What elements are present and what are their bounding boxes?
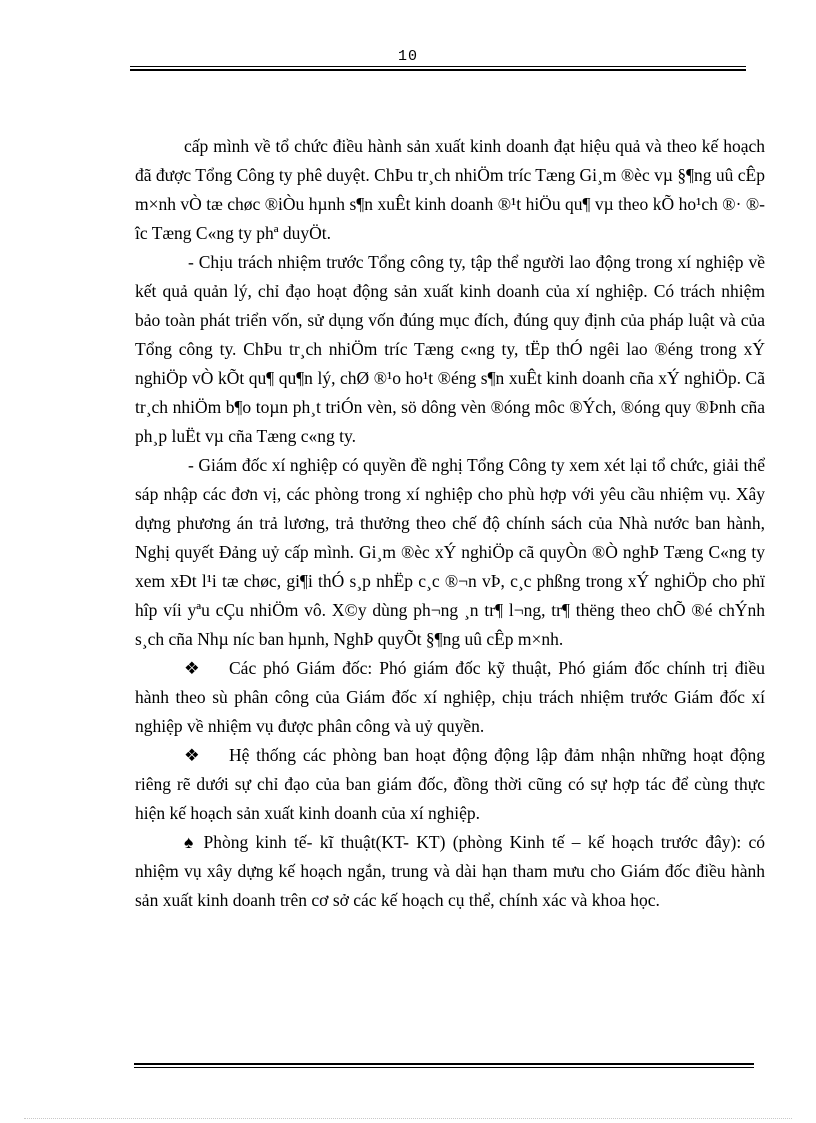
diamond-bullet-icon: ❖	[184, 658, 200, 678]
footer-rule-bottom	[134, 1067, 754, 1068]
paragraph-2: - Chịu trách nhiệm trước Tổng công ty, tập thể người lao động trong xí nghiệp về kết quả quản lý, chỉ đạo hoạt động sản xuất kinh doanh của xí nghiệp. Có trách nhiệm bảo toàn phát triển vốn, sử dụng vốn đúng mục đích, đúng quy định của pháp luật và của Tổng công ty. ChÞu tr¸ch nhiÖm tríc Tæng c«ng ty, tËp thÓ ngêi lao ®éng trong xÝ nghiÖp vÒ kÕt qu¶ qu¶n lý, chØ ®¹o ho¹t ®éng s¶n xuÊt kinh doanh cña xÝ nghiÖp. Cã tr¸ch nhiÖm b¶o toµn ph¸t triÓn vèn, sö dông vèn ®óng môc ®Ých, ®óng quy ®Þnh cña ph¸p luËt vµ cña Tæng c«ng ty.	[135, 252, 765, 446]
paragraph-5	[135, 741, 765, 828]
header-rule-top	[130, 66, 746, 67]
paragraph-1: cấp mình về tổ chức điều hành sản xuất kinh doanh đạt hiệu quả và theo kế hoạch đã được Tổng Công ty phê duyệt. ChÞu tr¸ch nhiÖm tríc Tæng Gi¸m ®èc vµ §¶ng uû cÊp m×nh vÒ tæ chøc ®iÒu hµnh s¶n xuÊt kinh doanh ®¹t hiÖu qu¶ vµ theo kÕ ho¹ch ®· ®îc Tæng C«ng ty phª duyÖt.	[135, 136, 765, 243]
paragraph-5-text: Hệ thống các phòng ban hoạt động động lập đảm nhận những hoạt động riêng rẽ dưới sự chỉ đạo của ban giám đốc, đồng thời cũng có sự hợp tác để cùng thực hiện kế hoạch sản xuất kinh doanh của xí nghiệp.	[135, 745, 765, 823]
footer-rule-top	[134, 1063, 754, 1065]
paragraph-4-text: Các phó Giám đốc: Phó giám đốc kỹ thuật, Phó giám đốc chính trị điều hành theo sù phân công của Giám đốc xí nghiệp, chịu trách nhiệm trước Giám đốc xí nghiệp về nhiệm vụ được phân công và uỷ quyền.	[135, 658, 765, 736]
document-body	[135, 132, 765, 915]
page-number: 10	[397, 48, 418, 65]
spade-bullet-icon: ♠	[184, 832, 197, 852]
diamond-bullet-icon: ❖	[184, 745, 200, 765]
header-rule-bottom	[130, 69, 746, 71]
paragraph-4	[135, 654, 765, 741]
paragraph-6-text: Phòng kinh tế- kĩ thuật(KT- KT) (phòng Kinh tế – kế hoạch trước đây): có nhiệm vụ xây dựng kế hoạch ngắn, trung và dài hạn tham mưu cho Giám đốc điều hành sản xuất kinh doanh trên cơ sở các kế hoạch cụ thể, chính xác và khoa học.	[135, 832, 765, 910]
page-edge-dots	[24, 1118, 792, 1119]
paragraph-6	[135, 828, 765, 915]
paragraph-3: - Giám đốc xí nghiệp có quyền đề nghị Tổng Công ty xem xét lại tổ chức, giải thể sáp nhập các đơn vị, các phòng trong xí nghiệp cho phù hợp với yêu cầu nhiệm vụ. Xây dựng phương án trả lương, trả thưởng theo chế độ chính sách của Nhà nước ban hành, Nghị quyết Đảng uỷ cấp mình. Gi¸m ®èc xÝ nghiÖp cã quyÒn ®Ò nghÞ Tæng C«ng ty xem xÐt l¹i tæ chøc, gi¶i thÓ s¸p nhËp c¸c ®¬n vÞ, c¸c phßng trong xÝ nghiÖp cho phï hîp víi yªu cÇu nhiÖm vô. X©y dùng ph¬ng ¸n tr¶ l¬ng, tr¶ thëng theo chÕ ®é chÝnh s¸ch cña Nhµ níc ban hµnh, NghÞ quyÕt §¶ng uû cÊp m×nh.	[135, 455, 765, 649]
